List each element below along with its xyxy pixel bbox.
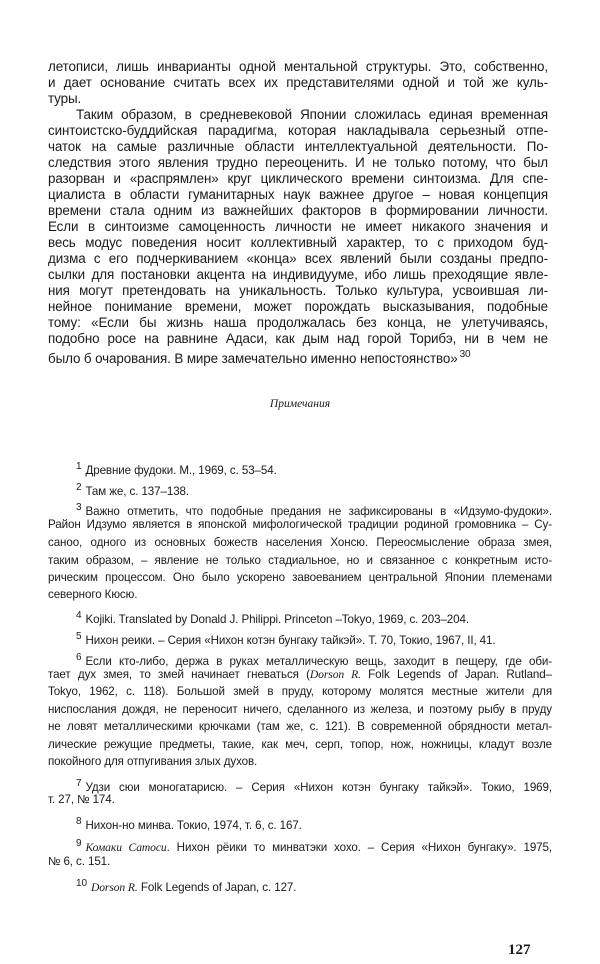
body-line bbox=[48, 171, 548, 187]
note-line bbox=[48, 535, 552, 551]
note-line bbox=[48, 553, 552, 569]
body-line bbox=[48, 283, 548, 299]
footnote-number: 1 bbox=[76, 461, 82, 472]
text-segment: Район Идзумо является в японской мифологической традиции родиной громовника – Су- bbox=[48, 518, 552, 531]
page-number: 127 bbox=[508, 942, 531, 958]
text-segment: ния могут претендовать на уникальность. Только культура, усвоившая ли- bbox=[48, 283, 548, 298]
note-line bbox=[76, 500, 552, 516]
text-segment: Tokyo, 1962, c. 118). Большой змей в пруду, которому молятся местные жители для bbox=[48, 685, 552, 698]
footnote-number: 8 bbox=[76, 816, 82, 827]
text-segment: синтоистско-буддийская парадигма, которая накладывала серьезный отпе- bbox=[48, 123, 548, 138]
body-line bbox=[48, 203, 548, 219]
body-line bbox=[48, 155, 548, 171]
text-segment: не ловят металлическими крючками (там же, с. 121). В современной обрядности метал- bbox=[48, 720, 552, 733]
text-segment: чаток на самые различные области интеллектуальной деятельности. По- bbox=[48, 139, 548, 154]
text-segment: Древние фудоки. М., 1969, с. 53–54. bbox=[85, 464, 277, 477]
body-line bbox=[76, 107, 548, 123]
text-segment: Важно отметить, что подобные предания не зафиксированы в «Идзумо-фудоки». bbox=[85, 505, 552, 518]
text-segment: т. 27, № 174. bbox=[48, 793, 115, 806]
text-segment: № 6, с. 151. bbox=[48, 855, 111, 868]
text-segment: Folk Legends of Japan. Rutland– bbox=[360, 668, 552, 681]
text-segment: Если в синтоизме самоценность личности не имеет никакого значения и bbox=[48, 219, 548, 234]
notes-heading: Примечания bbox=[269, 398, 331, 410]
text-segment: времени стала одним из важнейших факторов в формировании личности. bbox=[48, 203, 548, 218]
body-line bbox=[48, 235, 548, 251]
text-segment: . Нихон рёики то минватэки хохо. – Серия «Нихон бунгаку». 1975, bbox=[166, 841, 552, 854]
text-segment: ниспослания дождя, не переносит ничего, сделанного из железа, и поэтому рыбу в пруду bbox=[48, 703, 552, 716]
text-segment: Нихон реики. – Серия «Нихон котэн бунгаку тайкэй». Т. 70, Токио, 1967, II, 41. bbox=[85, 634, 496, 647]
body-line bbox=[48, 123, 548, 139]
footnote-number: 3 bbox=[76, 502, 82, 513]
footnote-number: 9 bbox=[76, 838, 82, 849]
body-line bbox=[48, 59, 548, 75]
note-line bbox=[48, 754, 552, 770]
text-segment: дизма с его подчеркиванием «конца» всех явлений были созданы предпо- bbox=[48, 251, 548, 266]
body-line bbox=[48, 219, 548, 235]
text-segment: Kojiki. Translated by Donald J. Philippi. Princeton –Tokyo, 1969, c. 203–204. bbox=[85, 613, 469, 626]
note-line bbox=[48, 684, 552, 700]
note-line bbox=[76, 608, 552, 624]
note-line bbox=[76, 836, 552, 852]
text-segment: Удзи сюи моногатарисю. – Серия «Нихон котэн бунгаку тайкэй». Токио, 1969, bbox=[85, 781, 552, 794]
body-line bbox=[48, 187, 548, 203]
text-segment: тому: «Если бы жизнь наша продолжалась без конца, не улетучиваясь, bbox=[48, 315, 548, 330]
text-segment: подобно росе на равнине Адаси, как дым над горой Торибэ, ни в чем не bbox=[48, 331, 548, 346]
text-segment: северного Кюсю. bbox=[48, 588, 138, 601]
note-line bbox=[76, 629, 552, 645]
text-segment: лические режущие предметы, такие, как меч, серп, топор, нож, ножницы, кладут возле bbox=[48, 738, 552, 751]
text-segment: летописи, лишь инварианты одной ментальной структуры. Это, собственно, bbox=[48, 59, 548, 74]
text-segment: Нихон-но минва. Токио, 1974, т. 6, с. 167. bbox=[85, 819, 302, 832]
text-segment: было б очарования. В мире замечательно именно непостоянство» bbox=[48, 351, 458, 366]
text-segment: сылки для постановки акцента на индивидууме, ибо лишь преходящие явле- bbox=[48, 267, 548, 282]
text-segment: и дает основание считать всех их представителями одной и той же куль- bbox=[48, 75, 548, 90]
note-line bbox=[48, 667, 552, 683]
text-segment: циалиста в области гуманитарных наук важнее другое – новая концепция bbox=[48, 187, 548, 202]
body-line bbox=[48, 139, 548, 155]
note-line bbox=[76, 459, 552, 475]
body-line bbox=[48, 347, 548, 366]
text-segment: таким образом, – явление не только стадиальное, но и связанное с конкретным исто- bbox=[48, 554, 552, 567]
note-line bbox=[48, 570, 552, 586]
text-segment: Folk Legends of Japan, c. 127. bbox=[137, 881, 297, 894]
body-line bbox=[48, 331, 548, 347]
body-line bbox=[48, 251, 548, 267]
text-segment: тает дух змея, то змей начинает гневаться ( bbox=[48, 668, 310, 681]
body-line bbox=[48, 315, 548, 331]
text-segment: Таким образом, в средневековой Японии сложилась единая временная bbox=[76, 107, 548, 122]
note-line bbox=[48, 854, 552, 870]
note-line bbox=[76, 480, 552, 496]
footnote-number: 5 bbox=[76, 631, 82, 642]
text-segment: покойного для отпугивания злых духов. bbox=[48, 755, 258, 768]
note-line bbox=[48, 517, 552, 533]
text-segment: разорван и «распрямлен» круг циклического времени синтоизма. Для спе- bbox=[48, 171, 548, 186]
text-segment: рическим процессом. Оно было ускорено завоеванием центральной Японии племенами bbox=[48, 571, 552, 584]
note-line bbox=[48, 719, 552, 735]
note-line bbox=[76, 650, 552, 666]
note-line bbox=[48, 702, 552, 718]
italic-author: Dorson R. bbox=[309, 668, 361, 681]
footnote-number: 10 bbox=[76, 878, 87, 889]
text-segment: нейное понимание времени, может порождать высказывания, подобные bbox=[48, 299, 548, 314]
text-segment: туры. bbox=[48, 91, 82, 106]
footnote-number: 7 bbox=[76, 778, 82, 789]
footnote-number: 6 bbox=[76, 652, 82, 663]
text-segment: Там же, с. 137–138. bbox=[85, 485, 190, 498]
note-line bbox=[76, 814, 552, 830]
text-segment: весь модус поведения носит коллективный характер, то с приходом буд- bbox=[48, 235, 548, 250]
footnote-number: 4 bbox=[76, 610, 82, 621]
text-segment: саноо, одного из основных божеств населения Хонсю. Переосмысление образа змея, bbox=[48, 536, 552, 549]
body-line bbox=[48, 299, 548, 315]
text-segment: следствия этого явления трудно переоценить. И не только потому, что был bbox=[48, 155, 548, 170]
note-line bbox=[76, 876, 552, 892]
note-line bbox=[48, 737, 552, 753]
body-line bbox=[48, 91, 548, 107]
body-line bbox=[48, 267, 548, 283]
note-line bbox=[76, 776, 552, 792]
note-line bbox=[48, 587, 552, 603]
footnote-reference: 30 bbox=[459, 349, 471, 360]
italic-author: Dorson R. bbox=[90, 881, 138, 894]
text-segment: Если кто-либо, держа в руках металлическую вещь, заходит в пещеру, где оби- bbox=[85, 655, 552, 668]
note-line bbox=[48, 792, 552, 808]
italic-author: Комаки Сатоси bbox=[85, 841, 167, 854]
footnote-number: 2 bbox=[76, 482, 82, 493]
body-line bbox=[48, 75, 548, 91]
